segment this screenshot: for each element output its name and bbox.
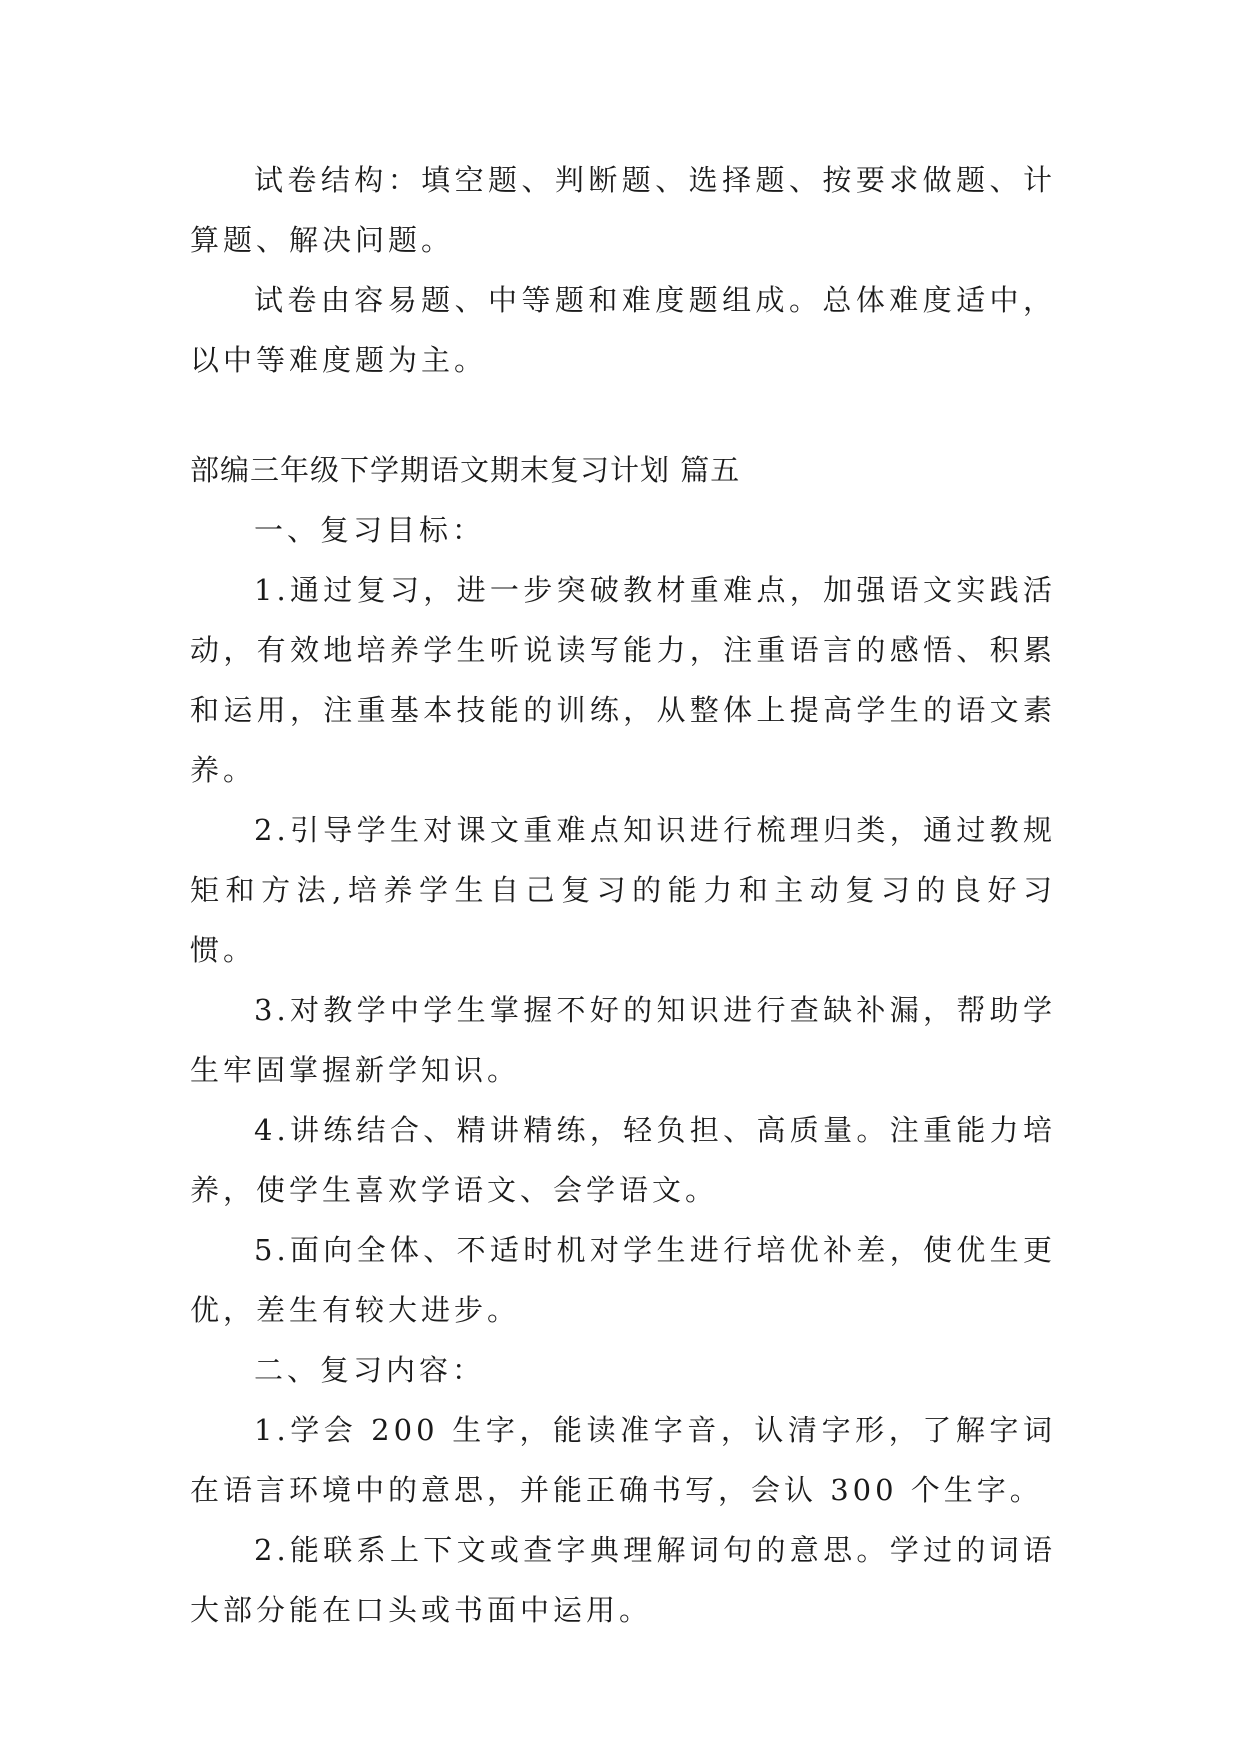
goal-item: 1.通过复习，进一步突破教材重难点，加强语文实践活动，有效地培养学生听说读写能力，注重语言的感悟、积累和运用，注重基本技能的训练，从整体上提高学生的语文素养。 <box>190 573 1056 787</box>
content-item: 2.能联系上下文或查字典理解词句的意思。学过的词语大部分能在口头或书面中运用。 <box>190 1533 1056 1627</box>
section-title: 部编三年级下学期语文期末复习计划 篇五 <box>190 453 741 487</box>
heading-review-content: 二、复习内容： <box>254 1353 486 1387</box>
goal-item: 5.面向全体、不适时机对学生进行培优补差，使优生更优，差生有较大进步。 <box>190 1233 1056 1327</box>
document-body <box>190 150 1056 1640</box>
goal-item: 4.讲练结合、精讲精练，轻负担、高质量。注重能力培养，使学生喜欢学语文、会学语文。 <box>190 1113 1056 1207</box>
content-item: 1.学会 200 生字，能读准字音，认清字形，了解字词在语言环境中的意思，并能正确书写，会认 300 个生字。 <box>190 1413 1056 1507</box>
paragraph-exam-difficulty: 试卷由容易题、中等题和难度题组成。总体难度适中，以中等难度题为主。 <box>190 283 1056 377</box>
goal-item: 3.对教学中学生掌握不好的知识进行查缺补漏，帮助学生牢固掌握新学知识。 <box>190 993 1056 1087</box>
paragraph-exam-structure: 试卷结构：填空题、判断题、选择题、按要求做题、计算题、解决问题。 <box>190 163 1056 257</box>
goal-item: 2.引导学生对课文重难点知识进行梳理归类，通过教规矩和方法,培养学生自己复习的能力和主动复习的良好习惯。 <box>190 813 1056 967</box>
heading-review-goals: 一、复习目标： <box>254 513 486 547</box>
